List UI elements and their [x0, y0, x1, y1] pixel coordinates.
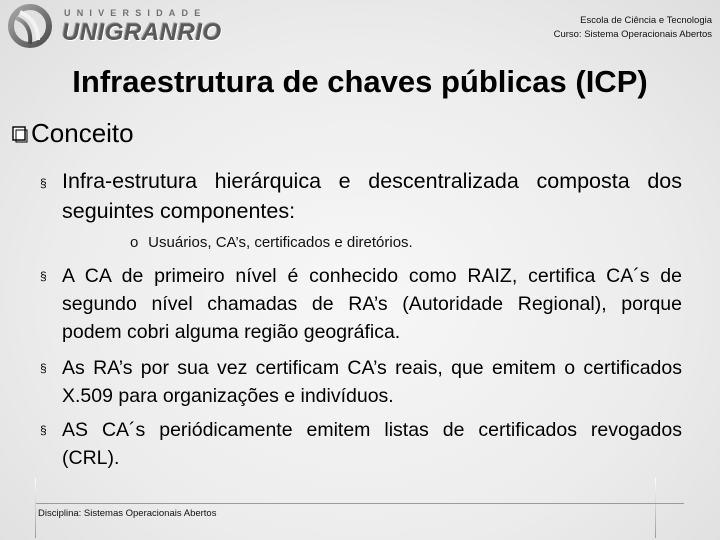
sub-bullet-marker: o: [130, 234, 139, 251]
bullet-item: [40, 262, 682, 346]
bullet-item: [40, 166, 682, 226]
bullet-text: AS CA´s periódicamente emitem listas de certificados revogados (CRL).: [62, 419, 682, 469]
checkbox-square-icon: [12, 125, 28, 143]
school-name: Escola de Ciência e Tecnologia: [580, 15, 712, 26]
bullet-text: Infra-estrutura hierárquica e descentralizada composta dos seguintes componentes:: [62, 169, 682, 223]
footer-divider-left: [35, 478, 36, 538]
bullet-item: [40, 354, 682, 410]
footer-divider-right: [655, 478, 656, 538]
bullet-text: As RA’s por sua vez certificam CA’s reais, que emitem o certificados X.509 para organizações e indivíduos.: [62, 357, 682, 407]
footer-course: Disciplina: Sistemas Operacionais Abertos: [38, 508, 217, 519]
unigranrio-swirl-icon: [8, 4, 52, 48]
bullet-marker: §: [40, 423, 47, 437]
header: [0, 0, 720, 52]
slide-title: Infraestrutura de chaves públicas (ICP): [72, 64, 648, 99]
school-info: [492, 14, 712, 42]
university-logo: [8, 4, 228, 44]
bullet-marker: §: [40, 176, 47, 190]
bullet-text: A CA de primeiro nível é conhecido como RAIZ, certifica CA´s de segundo nível chamadas de RA’s (Autoridade Regional), porque podem cobri alguma região geográfica.: [62, 265, 682, 343]
sub-bullet-text: Usuários, CA’s, certificados e diretórios.: [148, 234, 413, 251]
section-heading: [12, 118, 134, 149]
section-label: Conceito: [31, 118, 134, 148]
bullet-marker: §: [40, 269, 47, 283]
logo-wordmark: UNIGRANRIO: [62, 19, 222, 46]
sub-bullet-item: [130, 234, 413, 251]
bullet-item: [40, 416, 682, 472]
logo-caption: UNIVERSIDADE: [64, 8, 207, 18]
bullet-marker: §: [40, 361, 47, 375]
footer-rule: [36, 503, 684, 504]
course-name: Curso: Sistema Operacionais Abertos: [553, 29, 712, 40]
